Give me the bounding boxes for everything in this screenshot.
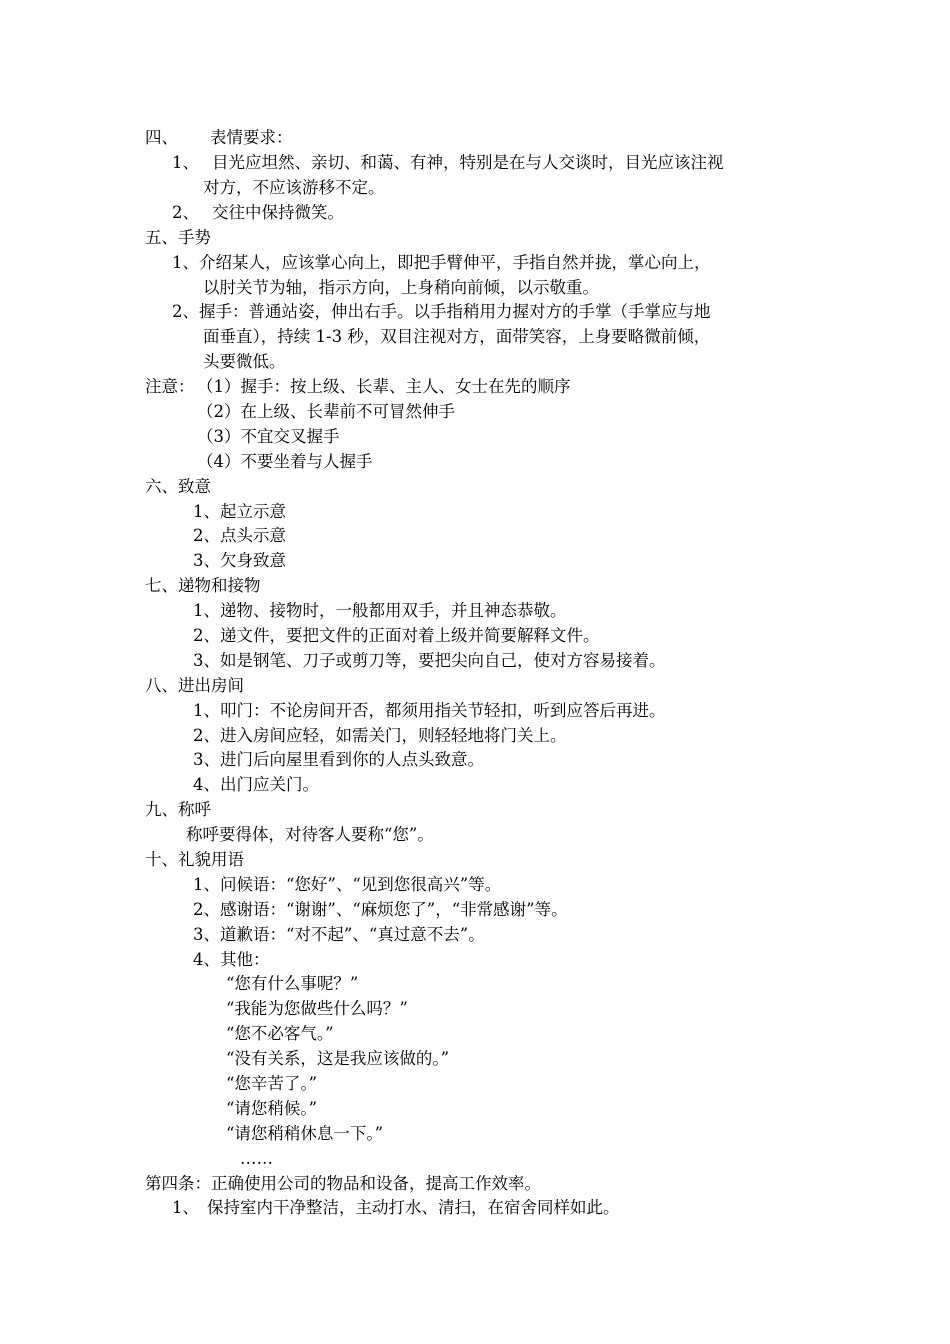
section-4-item-1-line-1: 目光应坦然、亲切、和蔼、有神，特别是在与人交谈时，目光应该注视 (212, 153, 724, 172)
list-item: 1、问候语：“您好”、“见到您很高兴”等。 (193, 875, 502, 894)
section-4-item-2-number: 2、 (172, 203, 199, 222)
article-4-item-1: 保持室内干净整洁，主动打水、清扫，在宿舍同样如此。 (207, 1198, 620, 1217)
section-9-heading: 九、称呼 (145, 800, 211, 819)
section-5-item-1-line-2: 以肘关节为轴，指示方向，上身稍向前倾，以示敬重。 (203, 278, 599, 297)
list-item: 4、其他： (193, 950, 270, 969)
list-item: 3、如是钢笔、刀子或剪刀等，要把尖向自己，使对方容易接着。 (193, 651, 666, 670)
note-item: （3）不宜交叉握手 (197, 427, 340, 446)
section-5-item-2-line-1: 2、握手：普通站姿，伸出右手。以手指稍用力握对方的手掌（手掌应与地 (172, 302, 711, 321)
section-7-heading: 七、递物和接物 (145, 576, 261, 595)
phrase-item: “请您稍候。” (226, 1099, 318, 1118)
phrase-item: “请您稍稍休息一下。” (226, 1124, 384, 1143)
section-5-heading: 五、手势 (145, 228, 211, 247)
phrase-item: “您不必客气。” (226, 1024, 334, 1043)
list-item: 2、递文件，要把文件的正面对着上级并简要解释文件。 (193, 626, 600, 645)
section-4-heading-number: 四、 (145, 128, 178, 147)
article-4-item-1-number: 1、 (172, 1198, 199, 1217)
list-item: 3、进门后向屋里看到你的人点头致意。 (193, 750, 484, 769)
section-9-text: 称呼要得体，对待客人要称“您”。 (186, 825, 434, 844)
list-item: 2、感谢语：“谢谢”、“麻烦您了”，“非常感谢”等。 (193, 900, 568, 919)
section-4-item-2: 交往中保持微笑。 (212, 203, 344, 222)
note-item: （2）在上级、长辈前不可冒然伸手 (197, 402, 455, 421)
list-item: 1、递物、接物时，一般都用双手，并且神态恭敬。 (193, 601, 567, 620)
phrase-item: “没有关系，这是我应该做的。” (226, 1049, 450, 1068)
section-4-item-1-number: 1、 (172, 153, 199, 172)
section-10-heading: 十、礼貌用语 (145, 850, 244, 869)
phrase-item: “您辛苦了。” (226, 1074, 318, 1093)
note-item: （1）握手：按上级、长辈、主人、女士在先的顺序 (197, 377, 571, 396)
section-4-heading: 表情要求： (210, 128, 293, 147)
note-item: （4）不要坐着与人握手 (197, 452, 373, 471)
note-label: 注意： (145, 377, 195, 396)
list-item: 3、欠身致意 (193, 551, 286, 570)
phrase-item: “您有什么事呢？” (226, 974, 359, 993)
list-item: 1、叩门：不论房间开否，都须用指关节轻扣，听到应答后再进。 (193, 701, 666, 720)
section-5-item-2-line-2: 面垂直），持续 1-3 秒，双目注视对方，面带笑容，上身要略微前倾， (203, 327, 711, 346)
phrase-item: “我能为您做些什么吗？” (226, 999, 408, 1018)
article-4-heading: 第四条：正确使用公司的物品和设备，提高工作效率。 (145, 1174, 541, 1193)
section-5-item-2-line-3: 头要微低。 (203, 352, 286, 371)
section-5-item-1-line-1: 1、介绍某人，应该掌心向上，即把手臂伸平，手指自然并拢，掌心向上， (172, 253, 711, 272)
list-item: 1、起立示意 (193, 502, 286, 521)
list-item: 3、道歉语：“对不起”、“真过意不去”。 (193, 925, 485, 944)
section-8-heading: 八、进出房间 (145, 676, 244, 695)
section-6-heading: 六、致意 (145, 477, 211, 496)
list-item: 2、点头示意 (193, 526, 286, 545)
list-item: 4、出门应关门。 (193, 775, 319, 794)
list-item: 2、进入房间应轻，如需关门，则轻轻地将门关上。 (193, 726, 567, 745)
ellipsis: …… (240, 1149, 273, 1168)
section-4-item-1-line-2: 对方，不应该游移不定。 (203, 178, 385, 197)
